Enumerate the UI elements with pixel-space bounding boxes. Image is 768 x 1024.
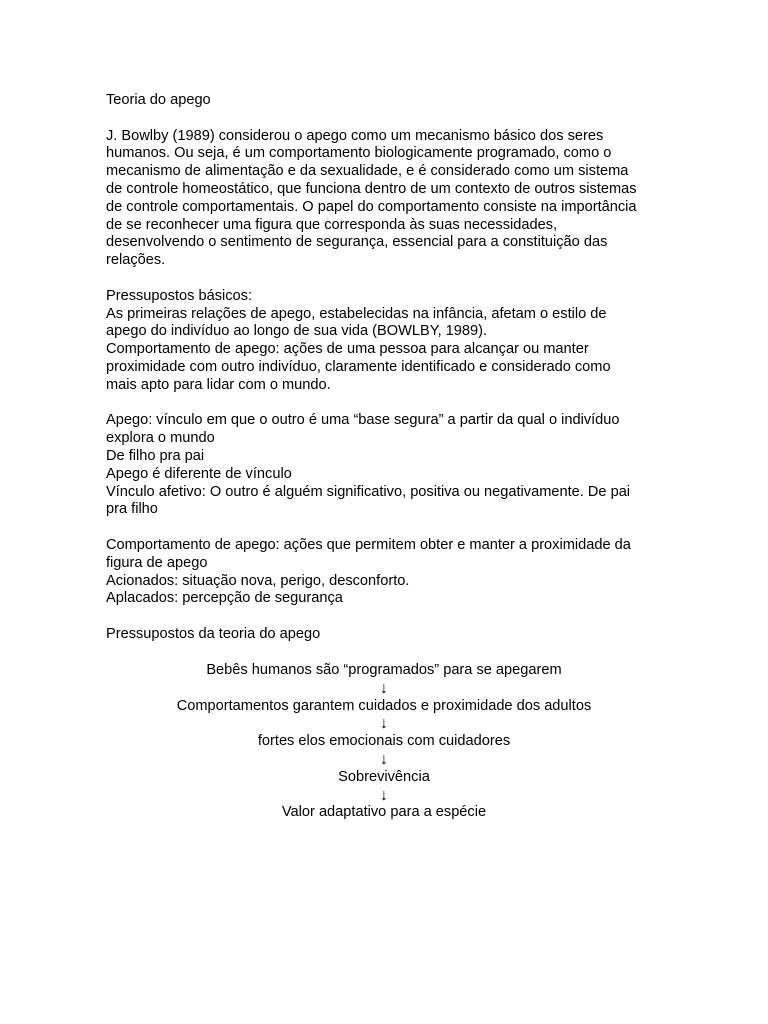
- paragraph-gap: [106, 110, 666, 128]
- document-title: [106, 92, 666, 110]
- down-arrow-icon: ↓: [380, 750, 388, 768]
- down-arrow-icon: ↓: [380, 679, 388, 697]
- intro-line: de se reconhecer uma figura que corresponda às suas necessidades,: [106, 216, 558, 233]
- paragraph-gap: [106, 270, 666, 288]
- document-page: [106, 92, 666, 644]
- flow-step: Valor adaptativo para a espécie: [281, 804, 487, 821]
- intro-line: mecanismo de alimentação e da sexualidade, e é considerado como um sistema: [106, 163, 629, 180]
- paragraph-gap: [106, 519, 666, 537]
- behavior-line: Acionados: situação nova, perigo, desconforto.: [106, 572, 410, 589]
- attachment-line: Apego: vínculo em que o outro é uma “base segura” a partir da qual o indivíduo: [106, 412, 620, 429]
- intro-line: relações.: [106, 252, 166, 269]
- basics-line: mais apto para lidar com o mundo.: [106, 376, 331, 393]
- attachment-line: Apego é diferente de vínculo: [106, 465, 292, 482]
- attachment-line: Vínculo afetivo: O outro é alguém significativo, positiva ou negativamente. De pai: [106, 483, 631, 500]
- basics-line: Comportamento de apego: ações de uma pessoa para alcançar ou manter: [106, 341, 589, 358]
- basics-paragraph: [106, 288, 666, 395]
- basics-line: Pressupostos básicos:: [106, 287, 253, 304]
- basics-line: As primeiras relações de apego, estabelecidas na infância, afetam o estilo de: [106, 305, 607, 322]
- intro-line: de controle comportamentais. O papel do comportamento consiste na importância: [106, 198, 637, 215]
- basics-line: proximidade com outro indivíduo, claramente identificado e considerado como: [106, 358, 611, 375]
- down-arrow-icon: ↓: [380, 715, 388, 733]
- flow-step: fortes elos emocionais com cuidadores: [257, 733, 511, 750]
- intro-line: de controle homeostático, que funciona dentro de um contexto de outros sistemas: [106, 180, 637, 197]
- theory-heading: [106, 626, 666, 644]
- intro-paragraph: [106, 128, 666, 270]
- attachment-line: pra filho: [106, 501, 158, 518]
- basics-line: apego do indivíduo ao longo de sua vida (BOWLBY, 1989).: [106, 323, 488, 340]
- intro-line: desenvolvendo o sentimento de segurança, essencial para a constituição das: [106, 234, 608, 251]
- flow-step: Comportamentos garantem cuidados e proximidade dos adultos: [176, 697, 592, 714]
- title-text: Teoria do apego: [106, 92, 211, 108]
- paragraph-gap: [106, 608, 666, 626]
- theory-heading-text: Pressupostos da teoria do apego: [106, 625, 321, 642]
- behavior-paragraph: [106, 537, 666, 608]
- attachment-line: explora o mundo: [106, 430, 215, 447]
- intro-line: humanos. Ou seja, é um comportamento biologicamente programado, como o: [106, 145, 612, 162]
- behavior-line: Comportamento de apego: ações que permitem obter e manter a proximidade da: [106, 536, 631, 553]
- theory-flow-diagram: [106, 662, 662, 822]
- flow-step: Bebês humanos são “programados” para se apegarem: [206, 662, 562, 678]
- down-arrow-icon: ↓: [380, 786, 388, 804]
- attachment-line: De filho pra pai: [106, 447, 205, 464]
- intro-line: J. Bowlby (1989) considerou o apego como um mecanismo básico dos seres: [106, 127, 604, 144]
- paragraph-gap: [106, 395, 666, 413]
- flow-step: Sobrevivência: [338, 768, 430, 785]
- behavior-line: figura de apego: [106, 554, 208, 571]
- attachment-paragraph: [106, 412, 666, 519]
- behavior-line: Aplacados: percepção de segurança: [106, 590, 343, 607]
